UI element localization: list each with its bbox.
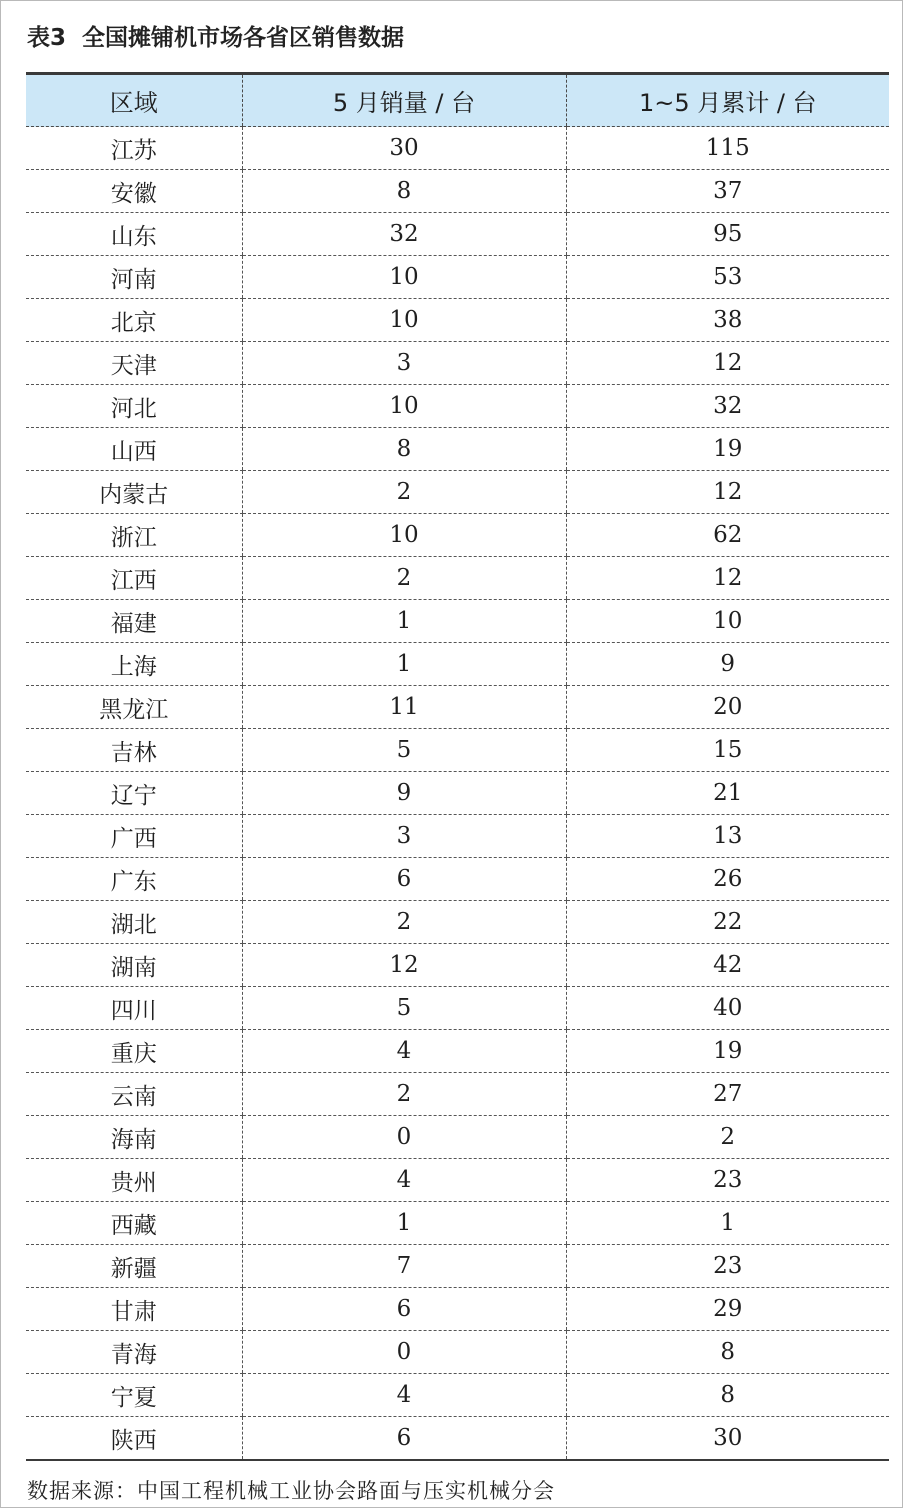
- header-row: [26, 75, 889, 127]
- table-row: [26, 299, 889, 342]
- cell-region: 福建: [26, 600, 242, 643]
- table-row: [26, 256, 889, 299]
- table-row: [26, 342, 889, 385]
- table-row: [26, 213, 889, 256]
- cell-may-sales: 2: [242, 557, 566, 600]
- table-row: [26, 385, 889, 428]
- cell-region: 陕西: [26, 1417, 242, 1461]
- table-row: [26, 901, 889, 944]
- cell-cumulative-sales: 12: [566, 557, 889, 600]
- cell-region: 辽宁: [26, 772, 242, 815]
- cell-cumulative-sales: 22: [566, 901, 889, 944]
- cell-cumulative-sales: 12: [566, 471, 889, 514]
- cell-region: 新疆: [26, 1245, 242, 1288]
- cell-region: 河南: [26, 256, 242, 299]
- cell-cumulative-sales: 42: [566, 944, 889, 987]
- cell-cumulative-sales: 8: [566, 1331, 889, 1374]
- table-row: [26, 1331, 889, 1374]
- cell-may-sales: 4: [242, 1159, 566, 1202]
- cell-region: 贵州: [26, 1159, 242, 1202]
- cell-may-sales: 1: [242, 1202, 566, 1245]
- header-region: 区域: [26, 75, 242, 127]
- cell-may-sales: 0: [242, 1116, 566, 1159]
- cell-region: 广西: [26, 815, 242, 858]
- cell-may-sales: 10: [242, 514, 566, 557]
- cell-region: 山东: [26, 213, 242, 256]
- cell-may-sales: 2: [242, 471, 566, 514]
- table-row: [26, 772, 889, 815]
- table-number: 表3: [27, 25, 67, 51]
- table-row: [26, 557, 889, 600]
- cell-cumulative-sales: 8: [566, 1374, 889, 1417]
- cell-region: 重庆: [26, 1030, 242, 1073]
- cell-cumulative-sales: 15: [566, 729, 889, 772]
- cell-may-sales: 7: [242, 1245, 566, 1288]
- cell-cumulative-sales: 115: [566, 127, 889, 170]
- cell-region: 海南: [26, 1116, 242, 1159]
- table-row: [26, 1159, 889, 1202]
- table-row: [26, 1417, 889, 1461]
- table-row: [26, 1202, 889, 1245]
- cell-region: 四川: [26, 987, 242, 1030]
- header-may-sales: 5 月销量 / 台: [242, 75, 566, 127]
- cell-region: 西藏: [26, 1202, 242, 1245]
- cell-cumulative-sales: 53: [566, 256, 889, 299]
- cell-region: 广东: [26, 858, 242, 901]
- cell-region: 云南: [26, 1073, 242, 1116]
- cell-cumulative-sales: 38: [566, 299, 889, 342]
- cell-may-sales: 0: [242, 1331, 566, 1374]
- table-row: [26, 428, 889, 471]
- cell-cumulative-sales: 26: [566, 858, 889, 901]
- cell-may-sales: 1: [242, 600, 566, 643]
- cell-cumulative-sales: 62: [566, 514, 889, 557]
- cell-cumulative-sales: 23: [566, 1159, 889, 1202]
- cell-may-sales: 32: [242, 213, 566, 256]
- cell-region: 湖北: [26, 901, 242, 944]
- cell-may-sales: 3: [242, 342, 566, 385]
- table-row: [26, 858, 889, 901]
- table-body: [26, 127, 889, 1461]
- cell-may-sales: 2: [242, 1073, 566, 1116]
- cell-may-sales: 8: [242, 170, 566, 213]
- table-row: [26, 600, 889, 643]
- cell-may-sales: 5: [242, 987, 566, 1030]
- table-row: [26, 127, 889, 170]
- cell-may-sales: 6: [242, 858, 566, 901]
- cell-cumulative-sales: 13: [566, 815, 889, 858]
- cell-region: 黑龙江: [26, 686, 242, 729]
- table-row: [26, 729, 889, 772]
- table-title: 全国摊铺机市场各省区销售数据: [82, 25, 405, 51]
- cell-may-sales: 11: [242, 686, 566, 729]
- table-row: [26, 987, 889, 1030]
- cell-may-sales: 1: [242, 643, 566, 686]
- cell-region: 甘肃: [26, 1288, 242, 1331]
- table-row: [26, 514, 889, 557]
- cell-may-sales: 8: [242, 428, 566, 471]
- cell-cumulative-sales: 27: [566, 1073, 889, 1116]
- cell-may-sales: 6: [242, 1417, 566, 1461]
- cell-region: 湖南: [26, 944, 242, 987]
- table-row: [26, 1288, 889, 1331]
- cell-cumulative-sales: 40: [566, 987, 889, 1030]
- cell-cumulative-sales: 2: [566, 1116, 889, 1159]
- cell-region: 江西: [26, 557, 242, 600]
- table-row: [26, 815, 889, 858]
- cell-cumulative-sales: 21: [566, 772, 889, 815]
- table-caption: [27, 20, 404, 56]
- cell-cumulative-sales: 1: [566, 1202, 889, 1245]
- cell-region: 浙江: [26, 514, 242, 557]
- table-row: [26, 643, 889, 686]
- header-cumulative-sales: 1~5 月累计 / 台: [566, 75, 889, 127]
- cell-may-sales: 2: [242, 901, 566, 944]
- cell-region: 宁夏: [26, 1374, 242, 1417]
- cell-may-sales: 10: [242, 299, 566, 342]
- cell-may-sales: 4: [242, 1374, 566, 1417]
- cell-cumulative-sales: 30: [566, 1417, 889, 1461]
- cell-cumulative-sales: 19: [566, 1030, 889, 1073]
- table-row: [26, 170, 889, 213]
- table-row: [26, 1374, 889, 1417]
- cell-cumulative-sales: 9: [566, 643, 889, 686]
- table-row: [26, 1030, 889, 1073]
- table-row: [26, 471, 889, 514]
- cell-region: 河北: [26, 385, 242, 428]
- cell-cumulative-sales: 95: [566, 213, 889, 256]
- cell-may-sales: 10: [242, 385, 566, 428]
- cell-region: 天津: [26, 342, 242, 385]
- cell-cumulative-sales: 20: [566, 686, 889, 729]
- cell-cumulative-sales: 29: [566, 1288, 889, 1331]
- table-row: [26, 1116, 889, 1159]
- cell-region: 内蒙古: [26, 471, 242, 514]
- cell-cumulative-sales: 19: [566, 428, 889, 471]
- cell-region: 山西: [26, 428, 242, 471]
- cell-region: 江苏: [26, 127, 242, 170]
- cell-cumulative-sales: 37: [566, 170, 889, 213]
- cell-region: 安徽: [26, 170, 242, 213]
- table-row: [26, 944, 889, 987]
- sales-table: [26, 75, 889, 1461]
- cell-cumulative-sales: 12: [566, 342, 889, 385]
- cell-may-sales: 5: [242, 729, 566, 772]
- cell-cumulative-sales: 23: [566, 1245, 889, 1288]
- cell-may-sales: 4: [242, 1030, 566, 1073]
- table-row: [26, 686, 889, 729]
- cell-region: 青海: [26, 1331, 242, 1374]
- table-header: [26, 75, 889, 127]
- cell-may-sales: 10: [242, 256, 566, 299]
- table-row: [26, 1073, 889, 1116]
- cell-cumulative-sales: 32: [566, 385, 889, 428]
- cell-region: 北京: [26, 299, 242, 342]
- table-row: [26, 1245, 889, 1288]
- cell-may-sales: 3: [242, 815, 566, 858]
- cell-may-sales: 9: [242, 772, 566, 815]
- cell-may-sales: 6: [242, 1288, 566, 1331]
- cell-may-sales: 30: [242, 127, 566, 170]
- cell-cumulative-sales: 10: [566, 600, 889, 643]
- cell-region: 上海: [26, 643, 242, 686]
- cell-may-sales: 12: [242, 944, 566, 987]
- data-source-note: 数据来源：中国工程机械工业协会路面与压实机械分会: [27, 1479, 555, 1503]
- cell-region: 吉林: [26, 729, 242, 772]
